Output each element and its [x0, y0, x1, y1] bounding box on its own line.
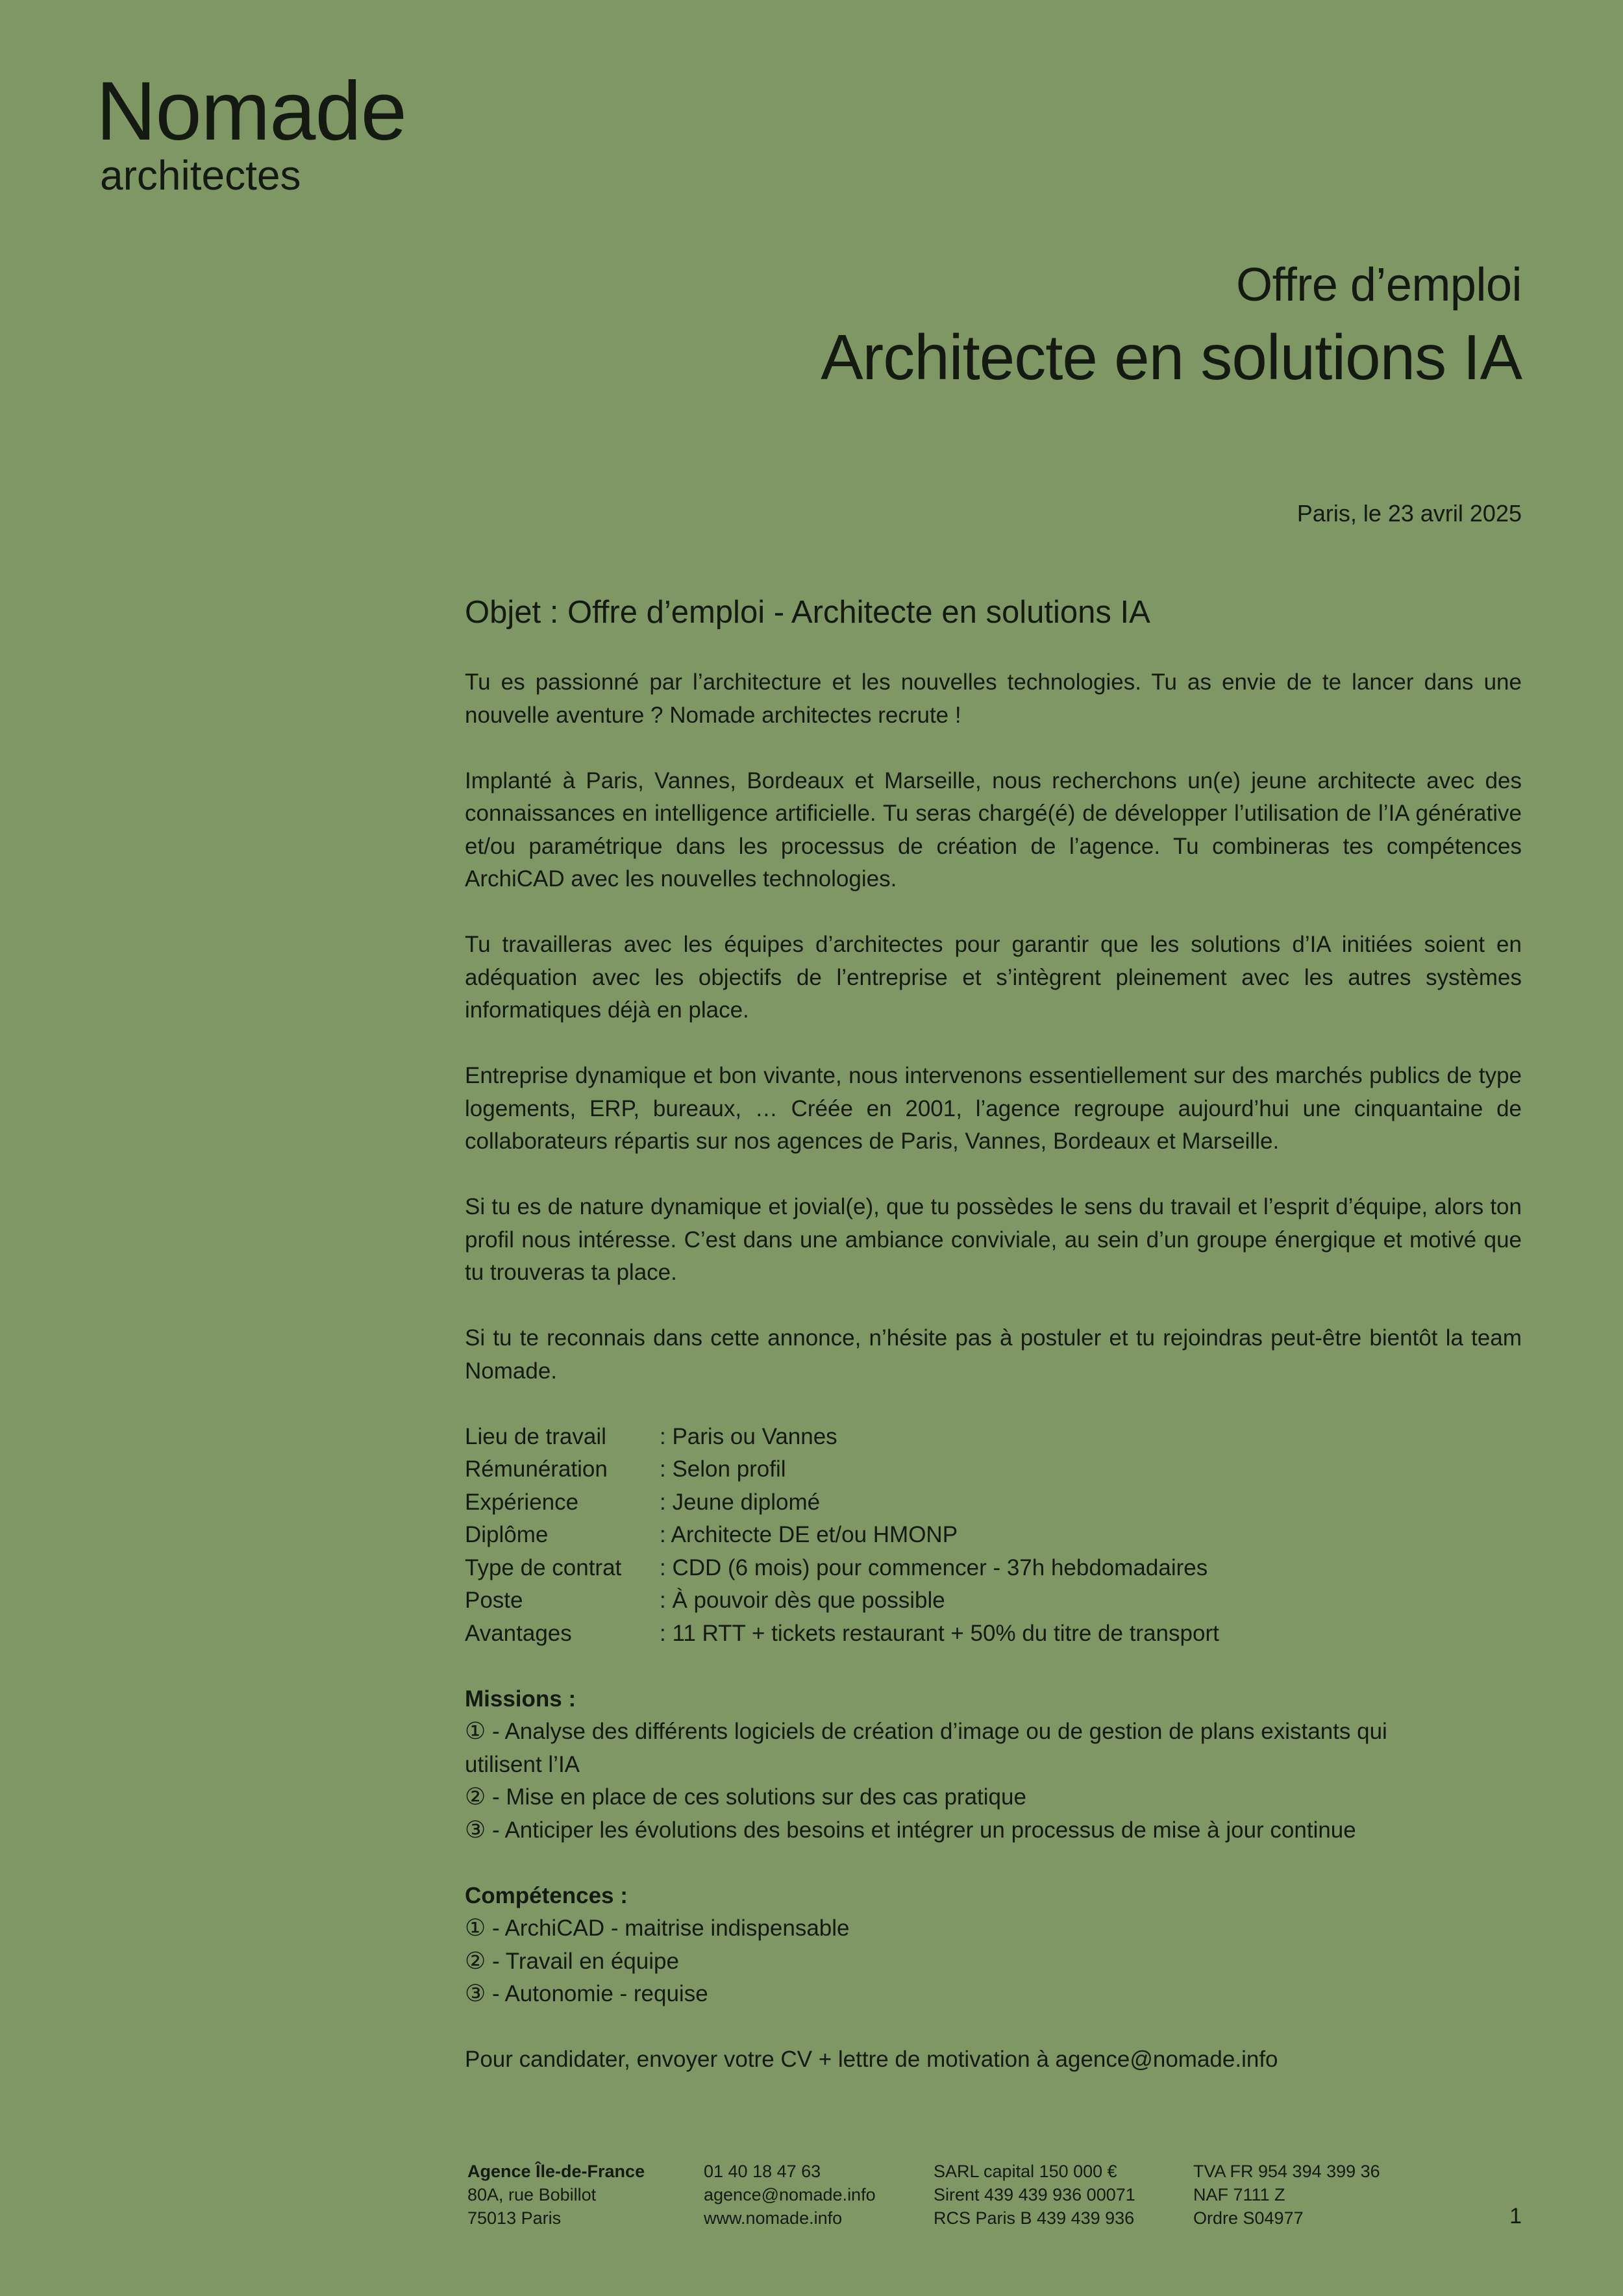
company-logo: [96, 65, 406, 199]
paragraph-company: Entreprise dynamique et bon vivante, nous intervenons essentiellement sur des marchés publics de type logements, ERP, bureaux, … Créée en 2001, l’agence regroupe aujourd’hui une cinquantaine de collaborateurs répartis sur nos agences de Paris, Vannes, Bordeaux et Marseille.: [465, 1063, 1522, 1154]
detail-value: : À pouvoir dès que possible: [660, 1588, 945, 1613]
footer-phone: 01 40 18 47 63: [704, 2162, 821, 2181]
header-kicker: Offre d’emploi: [1236, 259, 1522, 311]
competences-section: [465, 1880, 1522, 2011]
number-one-icon: ①: [465, 1718, 486, 1745]
detail-label: Type de contrat: [465, 1554, 622, 1580]
competences-title: Compétences :: [465, 1882, 628, 1908]
logo-subtitle: architectes: [100, 152, 301, 199]
document-date: Paris, le 23 avril 2025: [1296, 500, 1522, 527]
detail-row: [465, 1453, 1522, 1486]
detail-value: : Jeune diplomé: [660, 1489, 821, 1515]
list-item: [465, 1749, 1522, 1782]
footer-website: www.nomade.info: [704, 2208, 843, 2228]
paragraph-position: Implanté à Paris, Vannes, Bordeaux et Marseille, nous recherchons un(e) jeune architecte avec des connaissances en intelligence artificielle. Tu seras chargé(é) de développer l’utilisation de l’IA générative et/ou paramétrique dans les processus de création de l’agence. Tu combineras tes compétences ArchiCAD avec les nouvelles technologies.: [465, 767, 1522, 892]
footer-agency-street: 80A, rue Bobillot: [467, 2185, 597, 2204]
paragraph-apply: Si tu te reconnais dans cette annonce, n’hésite pas à postuler et tu rejoindras peut-être bientôt la team Nomade.: [465, 1325, 1522, 1384]
footer-naf: NAF 7111 Z: [1193, 2185, 1285, 2204]
footer-rcs: RCS Paris B 439 439 936: [934, 2208, 1135, 2228]
list-item-text: - Mise en place de ces solutions sur des cas pratique: [486, 1784, 1026, 1810]
letter-body: [465, 592, 1522, 2077]
footer-agency-name: Agence Île-de-France: [467, 2162, 645, 2181]
footer-email: agence@nomade.info: [704, 2185, 876, 2204]
page-number: 1: [1509, 2204, 1522, 2228]
list-item-text: - Autonomie - requise: [486, 1981, 708, 2006]
paragraph-profile: Si tu es de nature dynamique et jovial(e), que tu possèdes le sens du travail et l’esprit d’équipe, alors ton profil nous intéresse. C’est dans une ambiance conviviale, au sein d’un groupe énergique et motivé que tu trouveras ta place.: [465, 1194, 1522, 1285]
list-item: [465, 1781, 1522, 1814]
list-item: [465, 1716, 1522, 1749]
detail-value: : Architecte DE et/ou HMONP: [660, 1522, 958, 1547]
detail-value: : 11 RTT + tickets restaurant + 50% du titre de transport: [660, 1620, 1219, 1646]
list-item-text: - Travail en équipe: [486, 1948, 679, 1974]
list-item-text: - ArchiCAD - maitrise indispensable: [486, 1915, 850, 1941]
detail-row: [465, 1519, 1522, 1552]
paragraph-intro: Tu es passionné par l’architecture et les nouvelles technologies. Tu as envie de te lancer dans une nouvelle aventure ? Nomade architectes recrute !: [465, 669, 1522, 728]
list-item: [465, 1978, 1522, 2011]
detail-label: Poste: [465, 1588, 523, 1613]
list-item: [465, 1945, 1522, 1978]
number-three-icon: ③: [465, 1980, 486, 2007]
list-item: [465, 1814, 1522, 1847]
paragraph-teamwork: Tu travailleras avec les équipes d’architectes pour garantir que les solutions d’IA initiées soient en adéquation avec les objectifs de l’entreprise et s’intègrent pleinement avec les autres systèmes informatiques déjà en place.: [465, 932, 1522, 1023]
footer-capital: SARL capital 150 000 €: [934, 2162, 1117, 2181]
detail-value: : Selon profil: [660, 1456, 786, 1482]
footer-tax: [1193, 2160, 1380, 2230]
page-title: Architecte en solutions IA: [821, 321, 1522, 393]
detail-row: [465, 1584, 1522, 1617]
footer-siret: Sirent 439 439 936 00071: [934, 2185, 1135, 2204]
detail-value: : Paris ou Vannes: [660, 1423, 837, 1449]
missions-title: Missions :: [465, 1686, 576, 1712]
number-two-icon: ②: [465, 1784, 486, 1810]
detail-label: Rémunération: [465, 1456, 608, 1482]
logo-name: Nomade: [96, 65, 406, 158]
number-two-icon: ②: [465, 1947, 486, 1975]
list-item: [465, 1912, 1522, 1945]
detail-row: [465, 1421, 1522, 1454]
footer-order: Ordre S04977: [1193, 2208, 1304, 2228]
detail-label: Expérience: [465, 1489, 579, 1515]
list-item-text: - Anticiper les évolutions des besoins et intégrer un processus de mise à jour continue: [486, 1817, 1356, 1843]
footer-agency: [467, 2160, 645, 2230]
number-one-icon: ①: [465, 1915, 486, 1941]
job-details-list: [465, 1421, 1522, 1651]
detail-label: Avantages: [465, 1620, 572, 1646]
detail-row: [465, 1486, 1522, 1519]
list-item-text: utilisent l’IA: [465, 1751, 580, 1777]
number-three-icon: ③: [465, 1816, 486, 1843]
list-item-text: - Analyse des différents logiciels de création d’image ou de gestion de plans existants qui: [486, 1719, 1387, 1744]
detail-label: Diplôme: [465, 1522, 549, 1547]
footer-agency-city: 75013 Paris: [467, 2208, 562, 2228]
subject-line: Objet : Offre d’emploi - Architecte en solutions IA: [465, 595, 1150, 630]
footer-vat: TVA FR 954 394 399 36: [1193, 2162, 1380, 2181]
detail-row: [465, 1552, 1522, 1585]
detail-value: : CDD (6 mois) pour commencer - 37h hebdomadaires: [660, 1554, 1208, 1580]
missions-section: [465, 1683, 1522, 1847]
detail-row: [465, 1617, 1522, 1651]
application-instructions: Pour candidater, envoyer votre CV + lettre de motivation à agence@nomade.info: [465, 2047, 1278, 2072]
footer-contact: [704, 2160, 876, 2230]
detail-label: Lieu de travail: [465, 1423, 606, 1449]
document-header: [821, 260, 1522, 393]
footer-company: [934, 2160, 1135, 2230]
